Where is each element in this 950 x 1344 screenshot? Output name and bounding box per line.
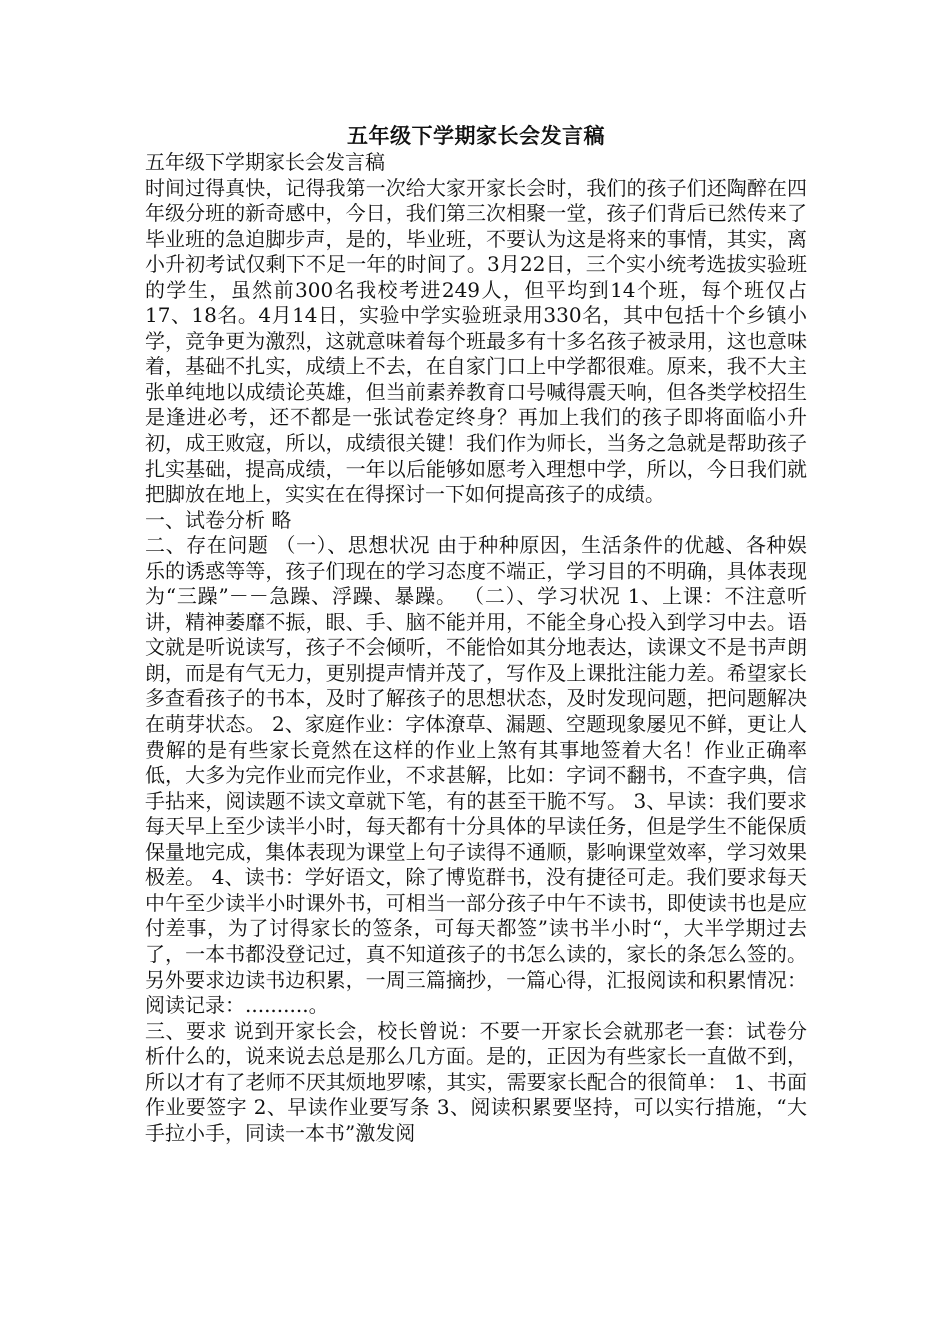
- section-one-paragraph: 一、试卷分析 略: [145, 507, 292, 532]
- section-three-paragraph: 三、要求 说到开家长会，校长曾说：不要一开家长会就那老一套：试卷分析什么的，说来说去总是那么几方面。是的，正因为有些家长一直做不到，所以才有了老师不厌其烦地罗嗦，其实，需要家长配合的很简单： 1、书面作业要签字 2、早读作业要写条 3、阅读积累要坚持，可以实行措施，“大手拉小手，同读一本书”激发阅: [145, 1018, 807, 1145]
- section-two-paragraph: 二、存在问题 （一）、思想状况 由于种种原因，生活条件的优越、各种娱乐的诱惑等等，孩子们现在的学习态度不端正，学习目的不明确，具体表现为“三躁”－－急躁、浮躁、暴躁。 （二）、学习状况 1、上课：不注意听讲，精神萎靡不振，眼、手、脑不能并用，不能全身心投入到学习中去。语文就是听说读写，孩子不会倾听，不能恰如其分地表达，读课文不是书声朗朗，而是有气无力，更别提声情并茂了，写作及上课批注能力差。希望家长多查看孩子的书本，及时了解孩子的思想状态，及时发现问题，把问题解决在萌芽状态。 2、家庭作业：字体潦草、漏题、空题现象屡见不鲜，更让人费解的是有些家长竟然在这样的作业上煞有其事地签着大名！作业正确率低，大多为完作业而完作业，不求甚解，比如：字词不翻书，不查字典，信手拈来，阅读题不读文章就下笔，有的甚至干脆不写。 3、早读：我们要求每天早上至少读半小时，每天都有十分具体的早读任务，但是学生不能保质保量地完成，集体表现为课堂上句子读得不通顺，影响课堂效率，学习效果极差。 4、读书：学好语文，除了博览群书，没有捷径可走。我们要求每天中午至少读半小时课外书，可相当一部分孩子中午不读书，即使读书也是应付差事，为了讨得家长的签条，可每天都签”读书半小时“，大半学期过去了，一本书都没登记过，真不知道孩子的书怎么读的，家长的条怎么签的。另外要求边读书边积累，一周三篇摘抄，一篇心得，汇报阅读和积累情况：阅读记录：..........。: [145, 533, 807, 1018]
- subtitle-paragraph: 五年级下学期家长会发言稿: [145, 150, 385, 174]
- document-title: 五年级下学期家长会发言稿: [347, 124, 605, 148]
- document-body: [145, 150, 807, 1146]
- intro-paragraph: 时间过得真快，记得我第一次给大家开家长会时，我们的孩子们还陶醉在四年级分班的新奇感中，今日，我们第三次相聚一堂，孩子们背后已然传来了毕业班的急迫脚步声，是的，毕业班，不要认为这是将来的事情，其实，离小升初考试仅剩下不足一年的时间了。3月22日，三个实小统考选拔实验班的学生，虽然前300名我校考进249人，但平均到14个班，每个班仅占17、18名。4月14日，实验中学实验班录用330名，其中包括十个乡镇小学，竞争更为激烈，这就意味着每个班最多有十多名孩子被录用，这也意味着，基础不扎实，成绩上不去，在自家门口上中学都很难。原来，我不大主张单纯地以成绩论英雄，但当前素养教育口号喊得震天响，但各类学校招生是逢进必考，还不都是一张试卷定终身？再加上我们的孩子即将面临小升初，成王败寇，所以，成绩很关键！我们作为师长，当务之急就是帮助孩子扎实基础，提高成绩，一年以后能够如愿考入理想中学，所以，今日我们就把脚放在地上，实实在在得探讨一下如何提高孩子的成绩。: [145, 175, 807, 507]
- document-page: [145, 122, 807, 1146]
